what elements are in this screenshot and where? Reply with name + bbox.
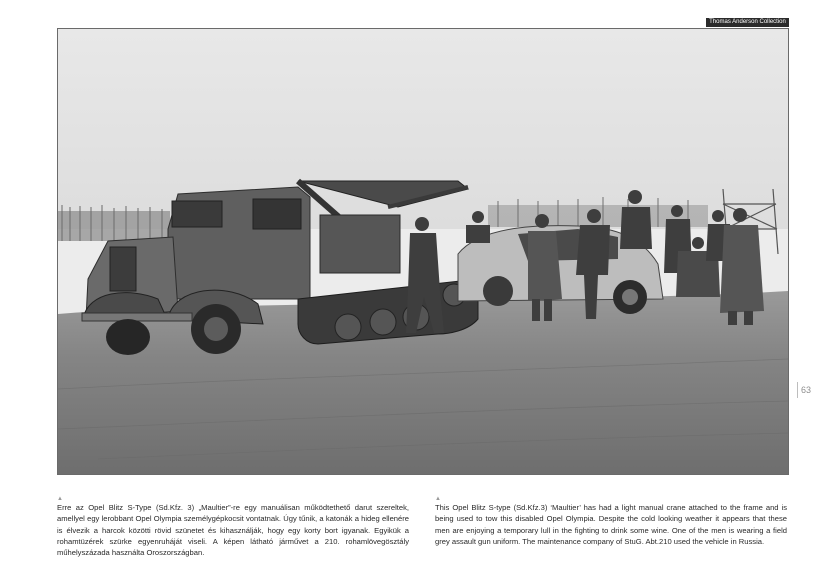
caption-hungarian-text: Erre az Opel Blitz S-Type (Sd.Kfz. 3) „Maultier”-re egy manuálisan működtethető darut szereltek, amellyel egy lerobbant Opel Olympia személygépkocsit vontatnak. Úgy tűnik, a katonák a hideg ellenére is élvezik a harcok közötti rövid szünetet és kihasználják, hogy egy korty bort igyanak. Egyikük a rohamtüzérek szürke egyenruháját viseli. A képen látható járművet a 210. rohamlövegösztály műhelyszázada használta Oroszországban. bbox=[57, 503, 409, 558]
soldier bbox=[720, 208, 764, 325]
photograph bbox=[57, 28, 789, 475]
caption-marker-hungarian: ▲ bbox=[57, 496, 63, 502]
caption-hungarian bbox=[57, 496, 409, 558]
page-number: 63 bbox=[797, 382, 811, 398]
caption-english-text: This Opel Blitz S-type (Sd.Kfz.3) ‘Maultier’ has had a light manual crane attached to the frame and is being used to tow this disabled Opel Olympia. Despite the cold looking weather it appears that these men are enjoying a temporary lull in the fighting to drink some wine. One of the men is wearing a field grey assault gun uniform. The maintenance company of StuG. Abt.210 used the vehicle in Russia. bbox=[435, 503, 787, 546]
caption-marker-english: ▲ bbox=[435, 496, 441, 502]
photo-scene bbox=[58, 29, 788, 474]
caption-english bbox=[435, 496, 787, 547]
photo-credit: Thomas Anderson Collection bbox=[706, 18, 789, 27]
